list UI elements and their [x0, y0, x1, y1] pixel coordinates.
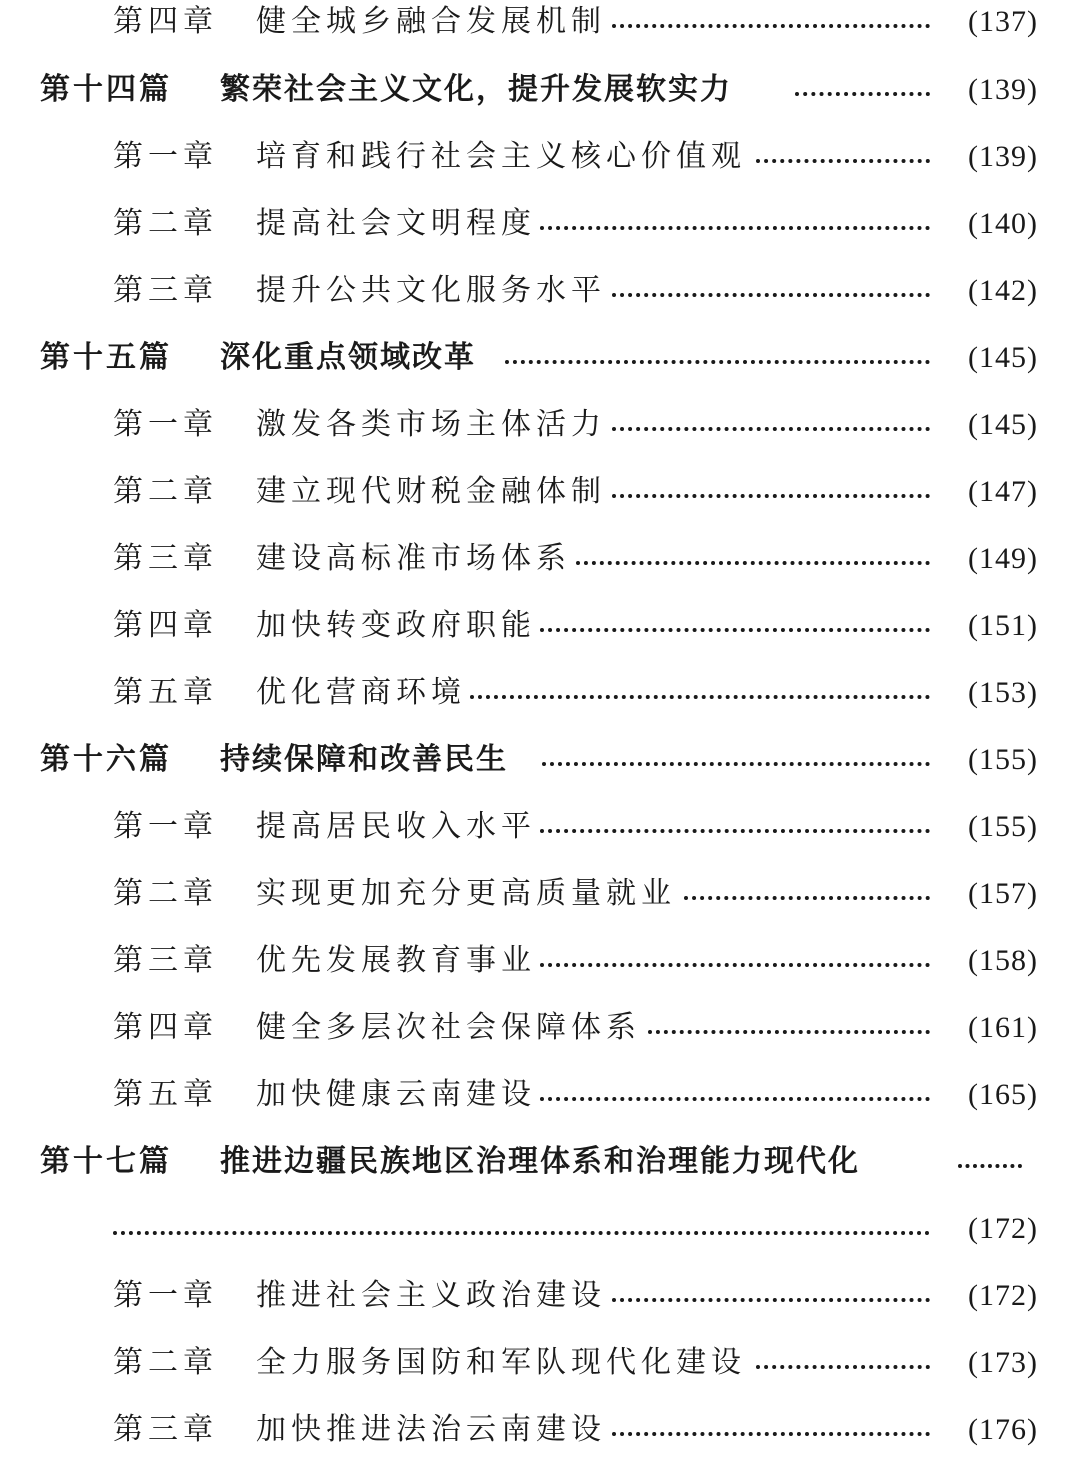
chapter-number: 第二章 — [113, 206, 218, 241]
chapter-title: 健全城乡融合发展机制 — [256, 4, 606, 39]
chapter-number: 第三章 — [113, 943, 218, 978]
chapter-number: 第三章 — [113, 1412, 218, 1447]
dot-leader — [612, 24, 930, 28]
page-number: (172) — [968, 1279, 1038, 1312]
chapter-number: 第一章 — [113, 139, 218, 174]
page-number: (140) — [968, 207, 1038, 240]
part-number: 第十七篇 — [40, 1144, 172, 1179]
chapter-title: 提高居民收入水平 — [256, 809, 536, 844]
page-number: (139) — [968, 140, 1038, 173]
chapter-title: 健全多层次社会保障体系 — [256, 1010, 641, 1045]
dot-leader — [612, 427, 930, 431]
chapter-title: 加快转变政府职能 — [256, 608, 536, 643]
chapter-number: 第三章 — [113, 541, 218, 576]
page-number: (172) — [968, 1212, 1038, 1245]
dot-leader — [505, 360, 930, 364]
chapter-title: 提升公共文化服务水平 — [256, 273, 606, 308]
part-title: 推进边疆民族地区治理体系和治理能力现代化 — [220, 1144, 860, 1179]
chapter-number: 第二章 — [113, 1345, 218, 1380]
chapter-number: 第四章 — [113, 608, 218, 643]
toc-entry[interactable] — [0, 330, 1080, 386]
dot-leader — [540, 963, 930, 967]
dot-leader — [612, 293, 930, 297]
part-number: 第十五篇 — [40, 340, 172, 375]
dot-leader — [540, 226, 930, 230]
toc-entry[interactable] — [0, 531, 1080, 587]
dot-leader — [542, 762, 930, 766]
page-number: (147) — [968, 475, 1038, 508]
dot-leader — [648, 1030, 930, 1034]
toc-entry[interactable] — [0, 464, 1080, 520]
page-number: (158) — [968, 944, 1038, 977]
chapter-title: 推进社会主义政治建设 — [256, 1278, 606, 1313]
dot-leader — [576, 561, 930, 565]
toc-entry[interactable] — [0, 62, 1080, 118]
dot-leader — [612, 1298, 930, 1302]
page-number: (149) — [968, 542, 1038, 575]
toc-entry-continuation[interactable] — [0, 1201, 1080, 1257]
toc-entry[interactable] — [0, 196, 1080, 252]
part-title: 深化重点领域改革 — [220, 340, 476, 375]
dot-leader — [795, 92, 930, 96]
dot-leader — [540, 628, 930, 632]
dot-leader — [612, 1432, 930, 1436]
dot-leader — [113, 1231, 930, 1235]
toc-entry[interactable] — [0, 799, 1080, 855]
page-number: (165) — [968, 1078, 1038, 1111]
chapter-title: 提高社会文明程度 — [256, 206, 536, 241]
dot-leader — [540, 829, 930, 833]
dot-leader — [540, 1097, 930, 1101]
page-number: (153) — [968, 676, 1038, 709]
toc-entry[interactable] — [0, 263, 1080, 319]
page-number: (142) — [968, 274, 1038, 307]
chapter-number: 第二章 — [113, 876, 218, 911]
chapter-title: 优先发展教育事业 — [256, 943, 536, 978]
chapter-title: 全力服务国防和军队现代化建设 — [256, 1345, 746, 1380]
toc-entry[interactable] — [0, 665, 1080, 721]
page-number: (157) — [968, 877, 1038, 910]
chapter-title: 优化营商环境 — [256, 675, 466, 710]
toc-entry[interactable] — [0, 598, 1080, 654]
toc-entry[interactable] — [0, 1067, 1080, 1123]
part-number: 第十四篇 — [40, 72, 172, 107]
toc-entry[interactable] — [0, 1000, 1080, 1056]
page-number: (176) — [968, 1413, 1038, 1446]
page-number: (173) — [968, 1346, 1038, 1379]
part-number: 第十六篇 — [40, 742, 172, 777]
part-title: 持续保障和改善民生 — [220, 742, 508, 777]
chapter-title: 加快健康云南建设 — [256, 1077, 536, 1112]
chapter-number: 第三章 — [113, 273, 218, 308]
page-number: (155) — [968, 810, 1038, 843]
chapter-number: 第二章 — [113, 474, 218, 509]
page-number: (139) — [968, 73, 1038, 106]
chapter-number: 第一章 — [113, 407, 218, 442]
toc-entry[interactable] — [0, 933, 1080, 989]
page-number: (155) — [968, 743, 1038, 776]
toc-entry[interactable] — [0, 397, 1080, 453]
chapter-title: 培育和践行社会主义核心价值观 — [256, 139, 746, 174]
chapter-title: 建设高标准市场体系 — [256, 541, 571, 576]
chapter-number: 第四章 — [113, 4, 218, 39]
chapter-title: 建立现代财税金融体制 — [256, 474, 606, 509]
part-title: 繁荣社会主义文化，提升发展软实力 — [220, 72, 732, 107]
page-number: (161) — [968, 1011, 1038, 1044]
toc-entry[interactable] — [0, 0, 1080, 50]
toc-entry[interactable] — [0, 866, 1080, 922]
chapter-number: 第一章 — [113, 1278, 218, 1313]
toc-entry[interactable] — [0, 129, 1080, 185]
chapter-title: 加快推进法治云南建设 — [256, 1412, 606, 1447]
toc-entry[interactable] — [0, 1268, 1080, 1324]
dot-leader — [470, 695, 930, 699]
dot-leader — [612, 494, 930, 498]
dot-leader — [756, 159, 930, 163]
dot-leader — [958, 1164, 1022, 1168]
dot-leader — [684, 896, 930, 900]
chapter-title: 实现更加充分更高质量就业 — [256, 876, 676, 911]
page-number: (145) — [968, 341, 1038, 374]
chapter-number: 第五章 — [113, 675, 218, 710]
chapter-number: 第四章 — [113, 1010, 218, 1045]
toc-entry[interactable] — [0, 1134, 1080, 1190]
dot-leader — [756, 1365, 930, 1369]
chapter-number: 第五章 — [113, 1077, 218, 1112]
page-number: (137) — [968, 5, 1038, 38]
toc-entry[interactable] — [0, 1335, 1080, 1391]
chapter-title: 激发各类市场主体活力 — [256, 407, 606, 442]
toc-entry[interactable] — [0, 1402, 1080, 1458]
page-number: (145) — [968, 408, 1038, 441]
page-number: (151) — [968, 609, 1038, 642]
chapter-number: 第一章 — [113, 809, 218, 844]
toc-entry[interactable] — [0, 732, 1080, 788]
